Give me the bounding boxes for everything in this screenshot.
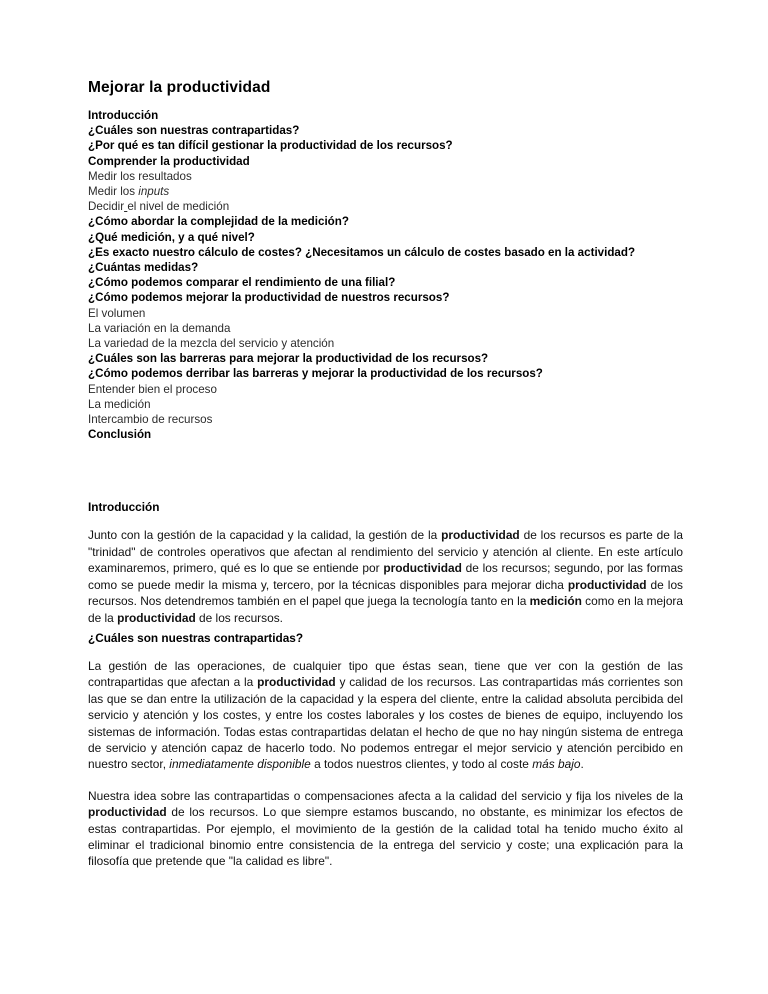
- text-run: de los recursos; segundo, por las formas como se puede medir la misma y, tercero, por la técnicas disponibles para mejorar dicha: [88, 561, 684, 592]
- emphasis-bold: productividad: [117, 610, 196, 625]
- text-run: a todos nuestros clientes, y todo al coste: [310, 757, 533, 772]
- toc-item[interactable]: ¿Por qué es tan difícil gestionar la productividad de los recursos?: [88, 139, 453, 153]
- section-body: [88, 658, 683, 870]
- body-paragraph: [88, 658, 683, 773]
- text-run: de los recursos. Nos detendremos también en el papel que juega la tecnología tanto en la: [88, 577, 683, 609]
- toc-item[interactable]: ¿Cuántas medidas?: [88, 261, 199, 275]
- toc-item[interactable]: ¿Cuáles son las barreras para mejorar la productividad de los recursos?: [88, 352, 489, 366]
- toc-item[interactable]: ¿Cómo podemos mejorar la productividad de nuestros recursos?: [88, 291, 450, 305]
- toc-item[interactable]: Conclusión: [88, 428, 152, 442]
- toc-item[interactable]: Medir los resultados: [88, 169, 192, 183]
- toc-item[interactable]: Comprender la productividad: [88, 154, 250, 168]
- emphasis-bold: productividad: [567, 577, 647, 592]
- toc-item[interactable]: [88, 199, 683, 214]
- emphasis-bold: productividad: [257, 675, 336, 690]
- toc-item[interactable]: ¿Qué medición, y a qué nivel?: [88, 230, 255, 244]
- document-body: [88, 500, 683, 869]
- body-paragraph: [88, 527, 683, 625]
- toc-item[interactable]: La medición: [88, 397, 151, 411]
- text-run: .: [580, 757, 584, 772]
- emphasis-italic: inmediatamente disponible: [169, 757, 311, 772]
- text-run: de los recursos es parte de la "trinidad" de controles operativos que afectan al rendimiento del servicio y atención al cliente. En este artículo examinaremos, primero, qué es lo que se entiende por: [88, 528, 683, 576]
- text-run: La gestión de las operaciones, de cualquier tipo que éstas sean, tiene que ver con la gestión de las contrapartidas que afectan a la: [88, 658, 683, 690]
- toc-item[interactable]: ¿Cuáles son nuestras contrapartidas?: [88, 124, 300, 138]
- toc-item[interactable]: ¿Cómo abordar la complejidad de la medición?: [88, 215, 349, 229]
- text-run: Nuestra idea sobre las contrapartidas o compensaciones afecta a la calidad del servicio y fija los niveles de la: [88, 788, 683, 803]
- emphasis-bold: productividad: [441, 528, 520, 543]
- section-body: [88, 527, 683, 625]
- section-heading: Introducción: [88, 500, 160, 515]
- text-run: y calidad de los recursos. Las contrapartidas más corrientes son las que se dan entre la utilización de la capacidad y la espera del cliente, entre la calidad absoluta percibida del servicio y atención y los costes, y entre los costes laborales y los costes de bienes de equipo, incluyendo los sistemas de información. Todas estas contrapartidas delatan el hecho de que no hay ningún sistema de entrega de servicio y atención capaz de hacerlo todo. No podemos entregar el mejor servicio y atención percibido en nuestro sector,: [88, 675, 683, 772]
- text-run: Junto con la gestión de la capacidad y la calidad, la gestión de la: [88, 528, 442, 543]
- toc-body-spacer: [88, 442, 683, 500]
- toc-item-label-tail: el nivel de medición: [127, 200, 230, 214]
- table-of-contents: [88, 108, 683, 442]
- text-run: de los recursos. Lo que siempre estamos buscando, no obstante, es minimizar los efectos de estas contrapartidas. Por ejemplo, el movimiento de la gestión de la calidad total ha tenido mucho éxito al eliminar el tradicional binomio entre consistencia de la entrega del servicio y coste; una explicación para la filosofía que pretende que "la calidad es libre".: [88, 805, 683, 869]
- toc-item[interactable]: [88, 184, 683, 199]
- body-paragraph: [88, 788, 683, 870]
- toc-item[interactable]: La variación en la demanda: [88, 321, 231, 335]
- toc-item[interactable]: El volumen: [88, 306, 146, 320]
- text-run: como en la mejora de la: [88, 594, 684, 625]
- toc-item-label: Decidir: [88, 200, 125, 214]
- toc-item-emphasis: inputs: [138, 185, 170, 199]
- toc-item[interactable]: La variedad de la mezcla del servicio y atención: [88, 337, 335, 351]
- toc-item[interactable]: ¿Cómo podemos derribar las barreras y mejorar la productividad de los recursos?: [88, 367, 543, 381]
- text-run: de los recursos.: [195, 610, 283, 625]
- toc-item[interactable]: ¿Es exacto nuestro cálculo de costes? ¿Necesitamos un cálculo de costes basado en la actividad?: [88, 245, 636, 259]
- toc-item-label: Medir los: [88, 185, 139, 199]
- section-heading: ¿Cuáles son nuestras contrapartidas?: [88, 630, 304, 645]
- emphasis-bold: medición: [529, 594, 582, 609]
- toc-item[interactable]: Introducción: [88, 109, 159, 122]
- emphasis-bold: productividad: [383, 561, 462, 576]
- emphasis-bold: productividad: [88, 805, 167, 820]
- toc-item[interactable]: ¿Cómo podemos comparar el rendimiento de una filial?: [88, 276, 396, 290]
- toc-item[interactable]: Entender bien el proceso: [88, 382, 217, 396]
- page-title: Mejorar la productividad: [88, 79, 271, 96]
- toc-item[interactable]: Intercambio de recursos: [88, 413, 213, 427]
- emphasis-italic: más bajo: [532, 757, 581, 772]
